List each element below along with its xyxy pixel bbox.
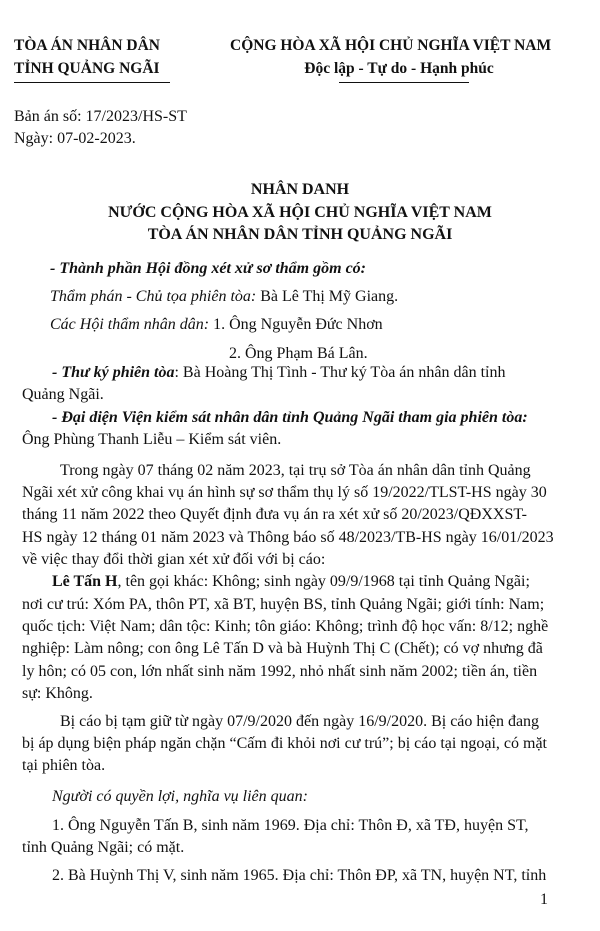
trial-line-2: Ngãi xét xử công khai vụ án hình sự sơ thẩm thụ lý số 19/2022/TLST-HS ngày 30	[22, 484, 547, 501]
panel-heading: - Thành phần Hội đồng xét xử sơ thẩm gồm có:	[50, 260, 366, 277]
related-heading: Người có quyền lợi, nghĩa vụ liên quan:	[52, 788, 308, 805]
assessor-2: 2. Ông Phạm Bá Lân.	[229, 345, 368, 362]
procuracy-label: - Đại diện Viện kiểm sát nhân dân tỉnh Quảng Ngãi tham gia phiên tòa:	[52, 409, 528, 426]
judge-name: Bà Lê Thị Mỹ Giang.	[256, 288, 399, 305]
detention-line-2: bị áp dụng biện pháp ngăn chặn “Cấm đi khỏi nơi cư trú”; bị cáo tại ngoại, có mặt	[22, 735, 547, 752]
trial-line-5: về việc thay đổi thời gian xét xử đối với bị cáo:	[22, 551, 326, 568]
motto: Độc lập - Tự do - Hạnh phúc	[304, 60, 494, 77]
clerk-text-cont: Quảng Ngãi.	[22, 386, 104, 403]
clerk-line	[52, 362, 505, 384]
procuracy-name: Ông Phùng Thanh Liễu – Kiểm sát viên.	[22, 431, 282, 448]
related-2-line-1: 2. Bà Huỳnh Thị V, sinh năm 1965. Địa chỉ: Thôn ĐP, xã TN, huyện NT, tỉnh	[52, 867, 547, 884]
clerk-label: - Thư ký phiên tòa	[52, 364, 175, 381]
court-name-line2: TỈNH QUẢNG NGÃI	[14, 60, 160, 77]
defendant-line-6: sự: Không.	[22, 685, 93, 702]
defendant-line-1	[52, 571, 530, 593]
clerk-text: : Bà Hoàng Thị Tình - Thư ký Tòa án nhân dân tỉnh	[174, 364, 506, 381]
case-number: Bản án số: 17/2023/HS-ST	[14, 108, 187, 125]
trial-line-3: tháng 11 năm 2022 theo Quyết định đưa vụ án ra xét xử số 20/2023/QĐXXST-	[22, 506, 527, 523]
assessors-line	[50, 314, 383, 336]
defendant-line-5: ly hôn; có 05 con, lớn nhất sinh năm 1992, nhỏ nhất sinh năm 2002; tiền án, tiền	[22, 663, 538, 680]
trial-line-1: Trong ngày 07 tháng 02 năm 2023, tại trụ sở Tòa án nhân dân tỉnh Quảng	[60, 462, 531, 479]
related-1-line-2: tỉnh Quảng Ngãi; có mặt.	[22, 839, 185, 856]
title-line2: NƯỚC CỘNG HÒA XÃ HỘI CHỦ NGHĨA VIỆT NAM	[108, 204, 492, 221]
defendant-line-3: quốc tịch: Việt Nam; dân tộc: Kinh; tôn giáo: Không; trình độ học vấn: 8/12; nghề	[22, 618, 549, 635]
detention-line-1: Bị cáo bị tạm giữ từ ngày 07/9/2020 đến ngày 16/9/2020. Bị cáo hiện đang	[60, 713, 540, 730]
judge-label: Thẩm phán - Chủ tọa phiên tòa:	[50, 288, 257, 305]
defendant-line-2: nơi cư trú: Xóm PA, thôn PT, xã BT, huyện BS, tỉnh Quảng Ngãi; giới tính: Nam;	[22, 596, 545, 613]
page-number: 1	[540, 891, 548, 908]
detention-line-3: tại phiên tòa.	[22, 757, 106, 774]
title-line1: NHÂN DANH	[250, 181, 350, 198]
judge-line	[50, 286, 398, 308]
title-line3: TÒA ÁN NHÂN DÂN TỈNH QUẢNG NGÃI	[147, 226, 453, 243]
court-name-underline	[14, 82, 170, 83]
trial-line-4: HS ngày 12 tháng 01 năm 2023 và Thông báo số 48/2023/TB-HS ngày 16/01/2023	[22, 529, 554, 546]
defendant-name: Lê Tấn H	[52, 573, 118, 590]
assessor-1: 1. Ông Nguyễn Đức Nhơn	[209, 316, 383, 333]
court-name-line1: TÒA ÁN NHÂN DÂN	[14, 37, 160, 54]
motto-underline	[339, 82, 469, 83]
related-1-line-1: 1. Ông Nguyễn Tấn B, sinh năm 1969. Địa chỉ: Thôn Đ, xã TĐ, huyện ST,	[52, 817, 529, 834]
nation-name: CỘNG HÒA XÃ HỘI CHỦ NGHĨA VIỆT NAM	[230, 37, 552, 54]
defendant-text-1: , tên gọi khác: Không; sinh ngày 09/9/1968 tại tỉnh Quảng Ngãi;	[117, 573, 530, 590]
assessors-label: Các Hội thẩm nhân dân:	[50, 316, 210, 333]
case-date: Ngày: 07-02-2023.	[14, 130, 136, 147]
defendant-line-4: nghiệp: Làm nông; con ông Lê Tấn D và bà Huỳnh Thị C (Chết); có vợ nhưng đã	[22, 640, 543, 657]
